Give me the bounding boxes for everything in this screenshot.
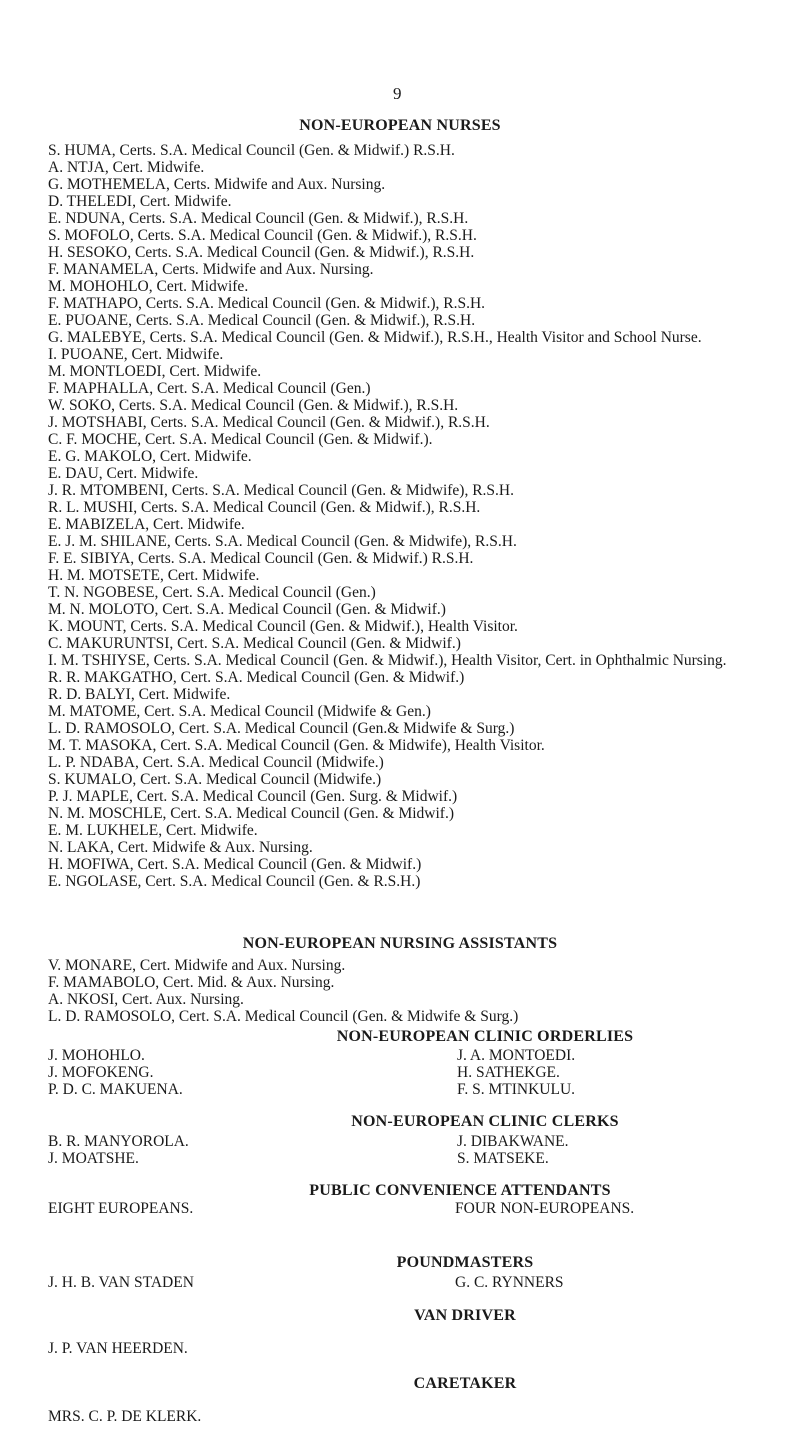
orderly-name: H. SATHEKGE.: [457, 1064, 560, 1081]
list-item: L. P. NDABA, Cert. S.A. Medical Council (Midwife.): [48, 754, 384, 771]
poundmaster-left: J. H. B. VAN STADEN: [48, 1274, 194, 1291]
orderly-name: F. S. MTINKULU.: [457, 1081, 576, 1098]
list-item: I. PUOANE, Cert. Midwife.: [48, 346, 224, 363]
list-item: E. MABIZELA, Cert. Midwife.: [48, 516, 245, 533]
clinic-clerks-heading: NON-EUROPEAN CLINIC CLERKS: [351, 1113, 619, 1130]
van-driver-heading: VAN DRIVER: [414, 1307, 516, 1324]
clinic-orderlies-heading: NON-EUROPEAN CLINIC ORDERLIES: [336, 1028, 634, 1045]
list-item: C. F. MOCHE, Cert. S.A. Medical Council (Gen. & Midwif.).: [48, 431, 433, 448]
clinic-orderlies-left-column: [48, 1047, 183, 1098]
list-item: A. NKOSI, Cert. Aux. Nursing.: [48, 991, 244, 1008]
list-item: D. THELEDI, Cert. Midwife.: [48, 193, 232, 210]
list-item: F. MANAMELA, Certs. Midwife and Aux. Nursing.: [48, 261, 374, 278]
list-item: R. R. MAKGATHO, Cert. S.A. Medical Council (Gen. & Midwif.): [48, 669, 465, 686]
list-item: E. J. M. SHILANE, Certs. S.A. Medical Council (Gen. & Midwife), R.S.H.: [48, 533, 517, 550]
orderly-name: J. A. MONTOEDI.: [457, 1047, 576, 1064]
list-item: S. MOFOLO, Certs. S.A. Medical Council (Gen. & Midwif.), R.S.H.: [48, 227, 477, 244]
list-item: G. MOTHEMELA, Certs. Midwife and Aux. Nursing.: [48, 176, 386, 193]
list-item: M. MATOME, Cert. S.A. Medical Council (Midwife & Gen.): [48, 703, 431, 720]
clinic-orderlies-right-column: [457, 1047, 575, 1098]
list-item: E. NGOLASE, Cert. S.A. Medical Council (Gen. & R.S.H.): [48, 873, 421, 890]
clinic-clerks-right-column: [457, 1133, 569, 1167]
list-item: F. E. SIBIYA, Certs. S.A. Medical Council (Gen. & Midwif.) R.S.H.: [48, 550, 474, 567]
list-item: H. M. MOTSETE, Cert. Midwife.: [48, 567, 260, 584]
orderly-name: J. MOFOKENG.: [48, 1064, 154, 1081]
van-driver-name: J. P. VAN HEERDEN.: [48, 1340, 188, 1357]
list-item: H. MOFIWA, Cert. S.A. Medical Council (Gen. & Midwif.): [48, 856, 422, 873]
list-item: M. MOHOHLO, Cert. Midwife.: [48, 278, 249, 295]
orderly-name: P. D. C. MAKUENA.: [48, 1081, 183, 1098]
list-item: F. MATHAPO, Certs. S.A. Medical Council (Gen. & Midwif.), R.S.H.: [48, 295, 486, 312]
caretaker-heading: CARETAKER: [413, 1375, 517, 1392]
list-item: F. MAMABOLO, Cert. Mid. & Aux. Nursing.: [48, 974, 335, 991]
caretaker-name: MRS. C. P. DE KLERK.: [48, 1408, 202, 1425]
list-item: L. D. RAMOSOLO, Cert. S.A. Medical Council (Gen. & Midwife & Surg.): [48, 1008, 519, 1025]
list-item: E. DAU, Cert. Midwife.: [48, 465, 199, 482]
list-item: J. R. MTOMBENI, Certs. S.A. Medical Council (Gen. & Midwife), R.S.H.: [48, 482, 514, 499]
poundmaster-right: G. C. RYNNERS: [455, 1274, 564, 1291]
clerk-name: S. MATSEKE.: [457, 1150, 549, 1167]
clerk-name: J. DIBAKWANE.: [457, 1133, 569, 1150]
list-item: E. PUOANE, Certs. S.A. Medical Council (Gen. & Midwif.), R.S.H.: [48, 312, 476, 329]
list-item: R. D. BALYI, Cert. Midwife.: [48, 686, 231, 703]
list-item: N. LAKA, Cert. Midwife & Aux. Nursing.: [48, 839, 313, 856]
convenience-attendants-right: FOUR NON-EUROPEANS.: [455, 1200, 635, 1217]
list-item: V. MONARE, Cert. Midwife and Aux. Nursing.: [48, 957, 346, 974]
clinic-clerks-left-column: [48, 1133, 189, 1167]
poundmasters-heading: POUNDMASTERS: [396, 1254, 534, 1271]
list-item: R. L. MUSHI, Certs. S.A. Medical Council (Gen. & Midwif.), R.S.H.: [48, 499, 481, 516]
list-item: E. G. MAKOLO, Cert. Midwife.: [48, 448, 252, 465]
nurses-list: [48, 142, 778, 890]
list-item: J. MOTSHABI, Certs. S.A. Medical Council (Gen. & Midwif.), R.S.H.: [48, 414, 490, 431]
convenience-attendants-left: EIGHT EUROPEANS.: [48, 1200, 194, 1217]
list-item: E. NDUNA, Certs. S.A. Medical Council (Gen. & Midwif.), R.S.H.: [48, 210, 469, 227]
list-item: F. MAPHALLA, Cert. S.A. Medical Council (Gen.): [48, 380, 371, 397]
list-item: L. D. RAMOSOLO, Cert. S.A. Medical Council (Gen.& Midwife & Surg.): [48, 720, 515, 737]
list-item: A. NTJA, Cert. Midwife.: [48, 159, 205, 176]
nurses-heading: NON-EUROPEAN NURSES: [299, 117, 501, 134]
list-item: M. T. MASOKA, Cert. S.A. Medical Council (Gen. & Midwife), Health Visitor.: [48, 737, 545, 754]
orderly-name: J. MOHOHLO.: [48, 1047, 145, 1064]
list-item: H. SESOKO, Certs. S.A. Medical Council (Gen. & Midwif.), R.S.H.: [48, 244, 475, 261]
list-item: G. MALEBYE, Certs. S.A. Medical Council (Gen. & Midwif.), R.S.H., Health Visitor and School Nurse.: [48, 329, 702, 346]
nursing-assistants-list: [48, 957, 778, 1025]
list-item: C. MAKURUNTSI, Cert. S.A. Medical Council (Gen. & Midwif.): [48, 635, 461, 652]
list-item: M. MONTLOEDI, Cert. Midwife.: [48, 363, 262, 380]
list-item: I. M. TSHIYSE, Certs. S.A. Medical Council (Gen. & Midwif.), Health Visitor, Cert. in Ophthalmic Nursing.: [48, 652, 727, 669]
clerk-name: J. MOATSHE.: [48, 1150, 139, 1167]
list-item: E. M. LUKHELE, Cert. Midwife.: [48, 822, 258, 839]
convenience-attendants-heading: PUBLIC CONVENIENCE ATTENDANTS: [309, 1182, 611, 1199]
list-item: N. M. MOSCHLE, Cert. S.A. Medical Council (Gen. & Midwif.): [48, 805, 454, 822]
list-item: T. N. NGOBESE, Cert. S.A. Medical Council (Gen.): [48, 584, 376, 601]
list-item: M. N. MOLOTO, Cert. S.A. Medical Council (Gen. & Midwif.): [48, 601, 446, 618]
list-item: S. KUMALO, Cert. S.A. Medical Council (Midwife.): [48, 771, 382, 788]
clerk-name: B. R. MANYOROLA.: [48, 1133, 189, 1150]
nursing-assistants-heading: NON-EUROPEAN NURSING ASSISTANTS: [242, 935, 558, 952]
page-number: 9: [393, 84, 402, 103]
list-item: K. MOUNT, Certs. S.A. Medical Council (Gen. & Midwif.), Health Visitor.: [48, 618, 518, 635]
list-item: S. HUMA, Certs. S.A. Medical Council (Gen. & Midwif.) R.S.H.: [48, 142, 455, 159]
list-item: W. SOKO, Certs. S.A. Medical Council (Gen. & Midwif.), R.S.H.: [48, 397, 459, 414]
list-item: P. J. MAPLE, Cert. S.A. Medical Council (Gen. Surg. & Midwif.): [48, 788, 458, 805]
